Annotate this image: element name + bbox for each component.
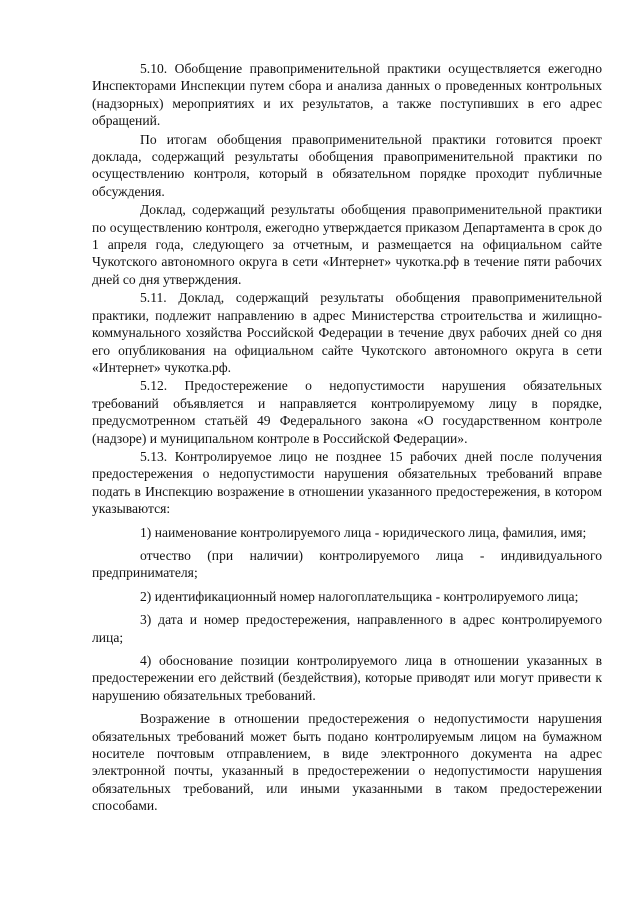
paragraph-5-10: 5.10. Обобщение правоприменительной практики осуществляется ежегодно Инспекторами Инспекции путем сбора и анализа данных о проведенных контрольных (надзорных) мероприятиях и их результатов, а также поступивших в его адрес обращений. bbox=[92, 61, 602, 129]
list-item-3: 3) дата и номер предостережения, направленного в адрес контролируемого лица; bbox=[92, 612, 602, 645]
list-item-patronymic: отчество (при наличии) контролируемого лица - индивидуального предпринимателя; bbox=[92, 547, 602, 581]
paragraph-report-approval: Доклад, содержащий результаты обобщения правоприменительной практики по осуществлению контроля, ежегодно утверждается приказом Департамента в срок до 1 апреля года, следующего за отчетным, и размещается на официальном сайте Чукотского автономного округа в сети «Интернет» чукотка.рф в течение пяти рабочих дней со дня утверждения. bbox=[92, 202, 602, 287]
paragraph-5-12: 5.12. Предостережение о недопустимости нарушения обязательных требований объявляется и направляется контролируемому лицу в порядке, предусмотренном статьёй 49 Федерального закона «О государственном контроле (надзоре) и муниципальном контроле в Российской Федерации». bbox=[92, 378, 602, 446]
list-item-4: 4) обоснование позиции контролируемого лица в отношении указанных в предостережении его действий (бездействия), которые приводят или могут привести к нарушению обязательных требований. bbox=[92, 653, 602, 703]
paragraph-objection: Возражение в отношении предостережения о недопустимости нарушения обязательных требований может быть подано контролируемым лицом на бумажном носителе почтовым отправлением, в виде электронного документа на адрес электронной почты, указанный в предостережении о недопустимости нарушения обязательных требований, или иными указанными в таком предостережении способами. bbox=[92, 711, 602, 814]
list-item-1: 1) наименование контролируемого лица - юридического лица, фамилия, имя; bbox=[140, 524, 587, 540]
list-item-2: 2) идентификационный номер налогоплательщика - контролируемого лица; bbox=[140, 588, 579, 604]
paragraph-report-draft: По итогам обобщения правоприменительной практики готовится проект доклада, содержащий результаты обобщения правоприменительной практики по осуществлению контроля, который в обязательном порядке проходит публичные обсуждения. bbox=[92, 131, 602, 199]
paragraph-5-13: 5.13. Контролируемое лицо не позднее 15 рабочих дней после получения предостережения о недопустимости нарушения обязательных требований вправе подать в Инспекцию возражение в отношении указанного предостережения, в котором указываются: bbox=[92, 448, 602, 517]
paragraph-5-11: 5.11. Доклад, содержащий результаты обобщения правоприменительной практики, подлежит направлению в адрес Министерства строительства и жилищно-коммунального хозяйства Российской Федерации в течение двух рабочих дней со дня его опубликования на официальном сайте Чукотского автономного округа в сети «Интернет» чукотка.рф. bbox=[92, 290, 602, 375]
